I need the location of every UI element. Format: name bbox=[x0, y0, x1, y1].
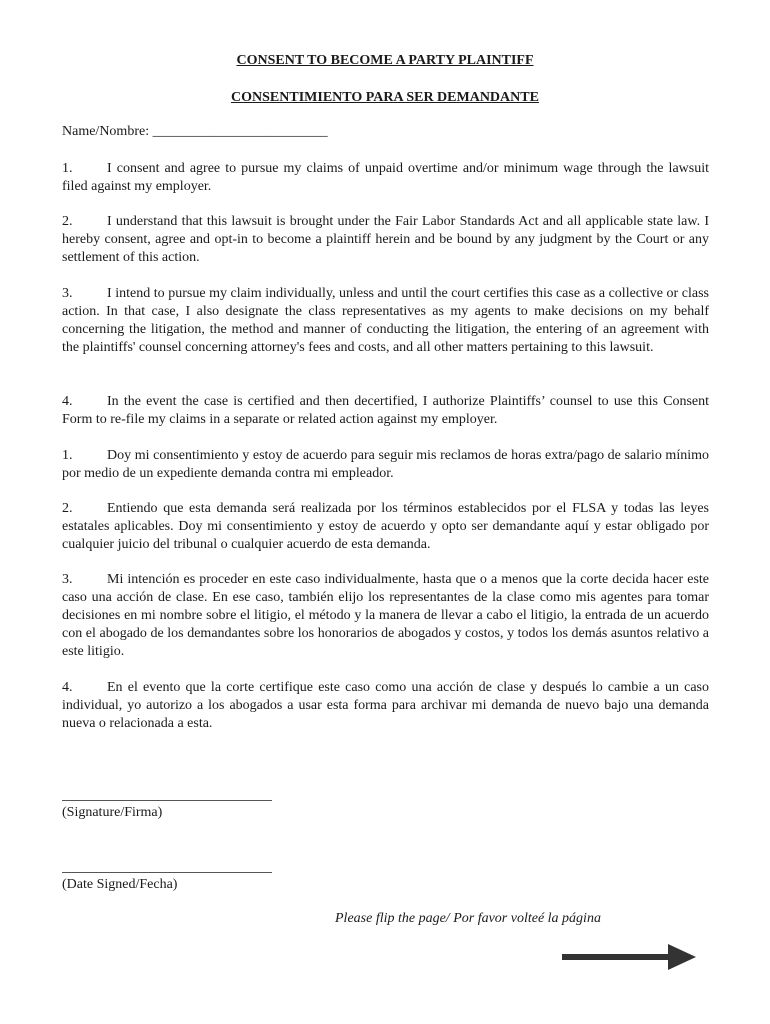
paragraph-text: Entiendo que esta demanda será realizada por los términos establecidos por el FLSA y todas las leyes estatales aplicables. Doy mi consentimiento y estoy de acuerdo y opto ser demandante aquí y estar obligado por cualquier juicio del tribunal o cualquier acuerdo de esta demanda. bbox=[62, 501, 709, 552]
name-label: Name/Nombre: bbox=[62, 124, 150, 139]
date-block bbox=[62, 872, 272, 893]
paragraph-en-1 bbox=[62, 160, 709, 196]
paragraph-number: 2. bbox=[62, 214, 73, 229]
title-english: CONSENT TO BECOME A PARTY PLAINTIFF bbox=[236, 53, 534, 68]
signature-line[interactable] bbox=[62, 800, 272, 801]
date-line[interactable] bbox=[62, 872, 272, 873]
name-blank: _________________________ bbox=[152, 124, 328, 139]
paragraph-text: En el evento que la corte certifique este caso como una acción de clase y después lo cambie a un caso individual, yo autorizo a los abogados a usar esta forma para archivar mi demanda de nuevo bajo una demanda nueva o relacionada a esta. bbox=[62, 680, 709, 731]
paragraph-text: Mi intención es proceder en este caso individualmente, hasta que o a menos que la corte decida hacer este caso una acción de clase. En ese caso, también elijo los representantes de la clase como mis agentes para tomar decisiones en mi nombre sobre el litigio, el método y la manera de llevar a cabo el litigio, la entrada de un acuerdo con el abogado de los demandantes sobre los honorarios de abogados y costos, y todos los demás asuntos relativo a este litigio. bbox=[62, 572, 709, 659]
signature-label: (Signature/Firma) bbox=[62, 805, 163, 820]
date-label: (Date Signed/Fecha) bbox=[62, 877, 178, 892]
paragraph-number: 4. bbox=[62, 394, 73, 409]
paragraph-number: 3. bbox=[62, 286, 73, 301]
paragraph-number: 3. bbox=[62, 572, 73, 587]
right-arrow-icon bbox=[562, 942, 698, 972]
paragraph-text: I intend to pursue my claim individually, unless and until the court certifies this case as a collective or class action. In that case, I also designate the class representatives as my agents to make decisions on my behalf concerning the litigation, the method and manner of conducting the litigation, the entering of an agreement with the plaintiffs' counsel concerning attorney's fees and costs, and all other matters pertaining to this lawsuit. bbox=[62, 286, 709, 355]
paragraph-number: 2. bbox=[62, 501, 73, 516]
name-field[interactable] bbox=[62, 124, 328, 140]
paragraph-en-3 bbox=[62, 285, 709, 357]
paragraph-text: In the event the case is certified and then decertified, I authorize Plaintiffs’ counsel to use this Consent Form to re-file my claims in a separate or related action against my employer. bbox=[62, 394, 709, 427]
paragraph-number: 1. bbox=[62, 161, 73, 176]
paragraph-es-3 bbox=[62, 571, 709, 661]
paragraph-es-4 bbox=[62, 679, 709, 733]
paragraph-es-1 bbox=[62, 447, 709, 483]
flip-page-note: Please flip the page/ Por favor volteé la página bbox=[335, 911, 601, 926]
paragraph-es-2 bbox=[62, 500, 709, 554]
signature-block bbox=[62, 800, 272, 821]
paragraph-text: Doy mi consentimiento y estoy de acuerdo para seguir mis reclamos de horas extra/pago de salario mínimo por medio de un expediente demanda contra mi empleador. bbox=[62, 448, 709, 481]
paragraph-en-4 bbox=[62, 393, 709, 429]
paragraph-number: 1. bbox=[62, 448, 73, 463]
paragraph-text: I consent and agree to pursue my claims of unpaid overtime and/or minimum wage through the lawsuit filed against my employer. bbox=[62, 161, 709, 194]
paragraph-text: I understand that this lawsuit is brought under the Fair Labor Standards Act and all applicable state law. I hereby consent, agree and opt-in to become a plaintiff herein and be bound by any judgment by the Court or any settlement of this action. bbox=[62, 214, 709, 265]
paragraph-number: 4. bbox=[62, 680, 73, 695]
title-spanish: CONSENTIMIENTO PARA SER DEMANDANTE bbox=[231, 90, 539, 105]
arrow-head bbox=[668, 944, 696, 970]
arrow-shaft bbox=[562, 954, 672, 960]
paragraph-en-2 bbox=[62, 213, 709, 267]
